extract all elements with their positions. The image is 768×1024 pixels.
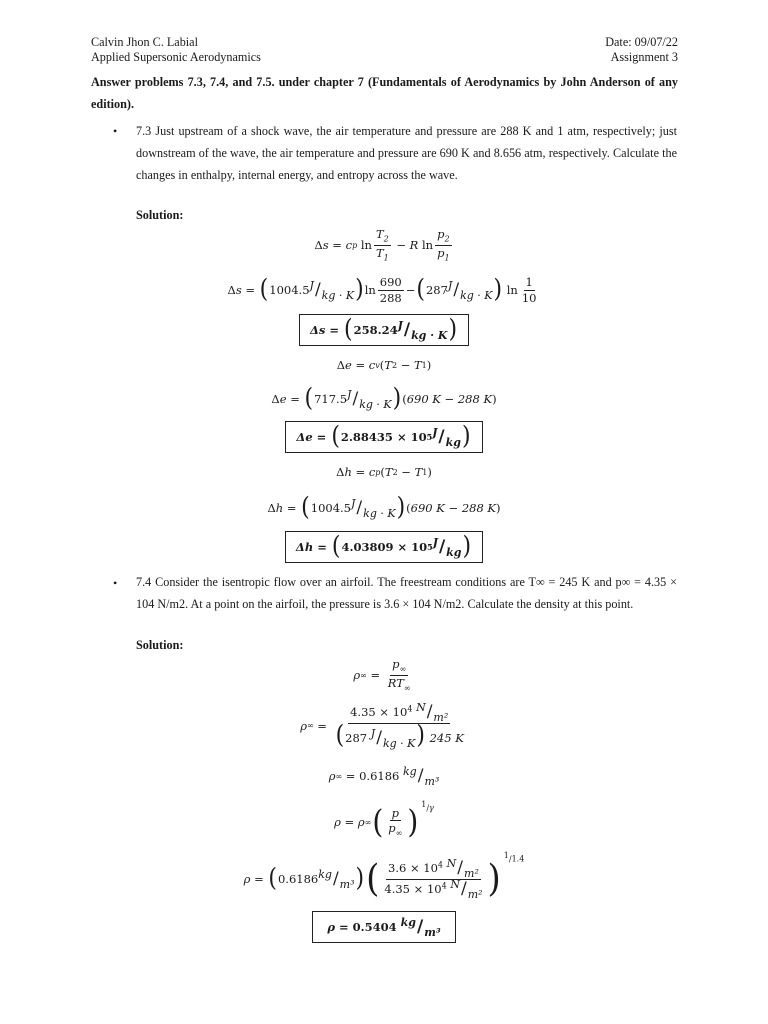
unit-kg: kg [446,545,462,559]
enthalpy-formula: Δ h = c p ( T 2 − T 1 ) [336,465,432,479]
t2-kelvin: 690 K [410,501,445,515]
t1-kelvin: 288 K [457,392,493,406]
internal-energy-substitution: Δ e = ( 717.5 J / kg · K ) ( 690 K − 288 K ) [271,384,497,413]
unit-kg-k: kg · K [460,288,493,302]
t2-kelvin: 690 K [406,392,441,406]
assignment-label: Assignment 3 [610,50,678,64]
unit-m2: m² [433,711,449,725]
internal-energy-result-box: Δe = ( 2.88435 × 10 5 J / kg ) [285,421,482,453]
times-sign: × [413,881,424,896]
internal-energy-formula: Δ e = c v ( T 2 − T 1 ) [336,358,432,372]
problem-7-4-text: 7.4 Consider the isentropic flow over an airfoil. The freestream conditions are T∞ = 245 K and p∞ = 4.35 × 104 N/m2. At a point on the airfoil, the pressure is 3.6 × 104 N/m2. Calculate the density at this point. [136,575,677,611]
gamma-value: 1.4 [511,854,525,864]
t2-value: 690 [379,275,402,290]
instructions: Answer problems 7.3, 7.4, and 7.5. under chapter 7 (Fundamentals of Aerodynamics by John Anderson of any edition). [91,75,678,111]
cv-value: 717.5 [314,392,348,406]
density-result-value: 0.5404 [352,920,397,934]
unit-joule: J [447,278,453,292]
unit-joule: J [397,318,403,332]
gamma-exponent: $^1$/1.4 [503,850,525,864]
unit-kg-k: kg · K [321,288,355,302]
unit-joule: J [351,496,356,510]
density-result-box: ρ = 0.5404 kg / m³ [312,911,455,943]
unit-kg: kg [318,867,332,881]
unit-m2: m² [467,887,483,901]
t-inf-value: 245 K [429,731,464,746]
isentropic-density-substitution: ρ = ( 0.6186 kg / m³ ) ( $3.6 \times 10^4$ N / m² $4.35 \times 10^4$ N / m² ) $^1$/1.4 [243,850,525,901]
unit-joule: J [432,535,438,549]
p-point-value: 3.6 [388,860,407,875]
times-sign: × [379,705,390,720]
p-ratio-num: 1 [525,275,533,290]
unit-kg: kg [403,764,417,778]
unit-kg: kg [400,915,416,929]
date-label: Date: 09/07/22 [605,35,678,49]
entropy-substitution: Δ s = ( 1004.5 J / kg · K ) ln $\frac{690}{288}$ − ( 287 J / kg · K ) ln $\frac{1}{10}$ [227,275,537,305]
freestream-density-value-row: ρ ∞ = 0.6186 kg / m³ [328,764,440,788]
internal-energy-result-value: 2.88435 [340,430,393,444]
t1-kelvin: 288 K [461,501,497,515]
enthalpy-result-box: Δh = ( 4.03809 × 10 5 J / kg ) [285,531,483,563]
unit-kg-k: kg · K [363,506,396,520]
internal-energy-result-row [0,420,768,454]
solution-label-7-3: Solution: [136,208,184,222]
bullet-7-4: • [113,576,118,590]
unit-m2: m² [464,866,479,880]
power-base: 10 [392,705,408,720]
freestream-density-substitution: ρ ∞ = $4.35 \times 10^4$ N / m² (287 J / kg · K ) 245 K [300,701,464,751]
unit-newton: N [416,701,426,715]
unit-joule: J [347,387,352,401]
unit-joule: J [432,425,438,439]
times-sign: × [409,860,420,875]
unit-newton: N [446,856,457,870]
unit-m3: m³ [424,774,440,788]
times-sign: × [396,430,407,444]
power-base: 10 [410,430,427,444]
p-inf-value: 4.35 [350,705,376,720]
rho-inf-value: 0.6186 [277,872,319,886]
entropy-formula: Δ s = c p ln $\frac{T_2}{T_1}$ − R ln $\frac{p_2}{p_1}$ [314,226,450,262]
entropy-result-value: 258.24 [353,323,398,337]
enthalpy-result-row [0,530,768,564]
enthalpy-result-value: 4.03809 [341,540,394,554]
cp-value: 1004.5 [269,283,310,297]
power-base: 10 [426,881,442,896]
unit-kg-k: kg · K [411,328,448,342]
header-left [91,35,261,65]
r-value: 287 [345,731,368,746]
power-exponent: 4 [407,704,413,714]
density-result-row [0,908,768,946]
unit-m3: m³ [424,925,441,939]
problem-7-3-text: 7.3 Just upstream of a shock wave, the air temperature and pressure are 288 K and 1 atm, respectively; just downstream of the wave, the air temperature and pressure are 690 K and 8.656 atm, respectively. Calculate the changes in enthalpy, internal energy, and entropy across the wave. [136,124,677,182]
power-base: 10 [411,540,428,554]
unit-newton: N [450,877,460,891]
power-exponent: 4 [437,859,444,869]
isentropic-density-formula: ρ = ρ ∞ ( $\frac{p}{p_\infty}$ ) $^1$/γ [334,799,434,841]
unit-m3: m³ [339,877,355,891]
solution-label-7-4: Solution: [136,638,184,652]
header-right [605,35,678,65]
power-exponent: 5 [427,542,433,552]
course-name: Applied Supersonic Aerodynamics [91,50,261,64]
freestream-density-formula: ρ ∞ = $\frac{p_\infty}{RT_\infty}$ [353,656,411,692]
p-inf-value: 4.35 [384,881,410,896]
exponent-one-over-gamma: $^1$/γ [421,799,434,813]
cp-value: 1004.5 [310,501,351,515]
power-base: 10 [423,860,438,875]
unit-joule: J [370,727,376,741]
entropy-result-row [0,313,768,347]
power-exponent: 5 [426,432,433,442]
r-value: 287 [425,283,448,297]
unit-kg: kg [445,435,461,449]
entropy-result-box: Δs = ( 258.24 J / kg · K ) [299,314,469,346]
p-ratio-den: 10 [521,290,537,305]
unit-kg-k: kg · K [382,737,416,751]
enthalpy-substitution: Δ h = ( 1004.5 J / kg · K ) ( 690 K − 288 K ) [267,493,501,522]
unit-joule: J [309,278,314,292]
times-sign: × [397,540,408,554]
author-name: Calvin Jhon C. Labial [91,35,198,49]
rho-inf-value: 0.6186 [359,769,400,783]
power-exponent: 4 [441,880,447,890]
bullet-7-3: • [113,124,118,138]
unit-kg-k: kg · K [359,397,392,411]
t1-value: 288 [379,290,402,305]
